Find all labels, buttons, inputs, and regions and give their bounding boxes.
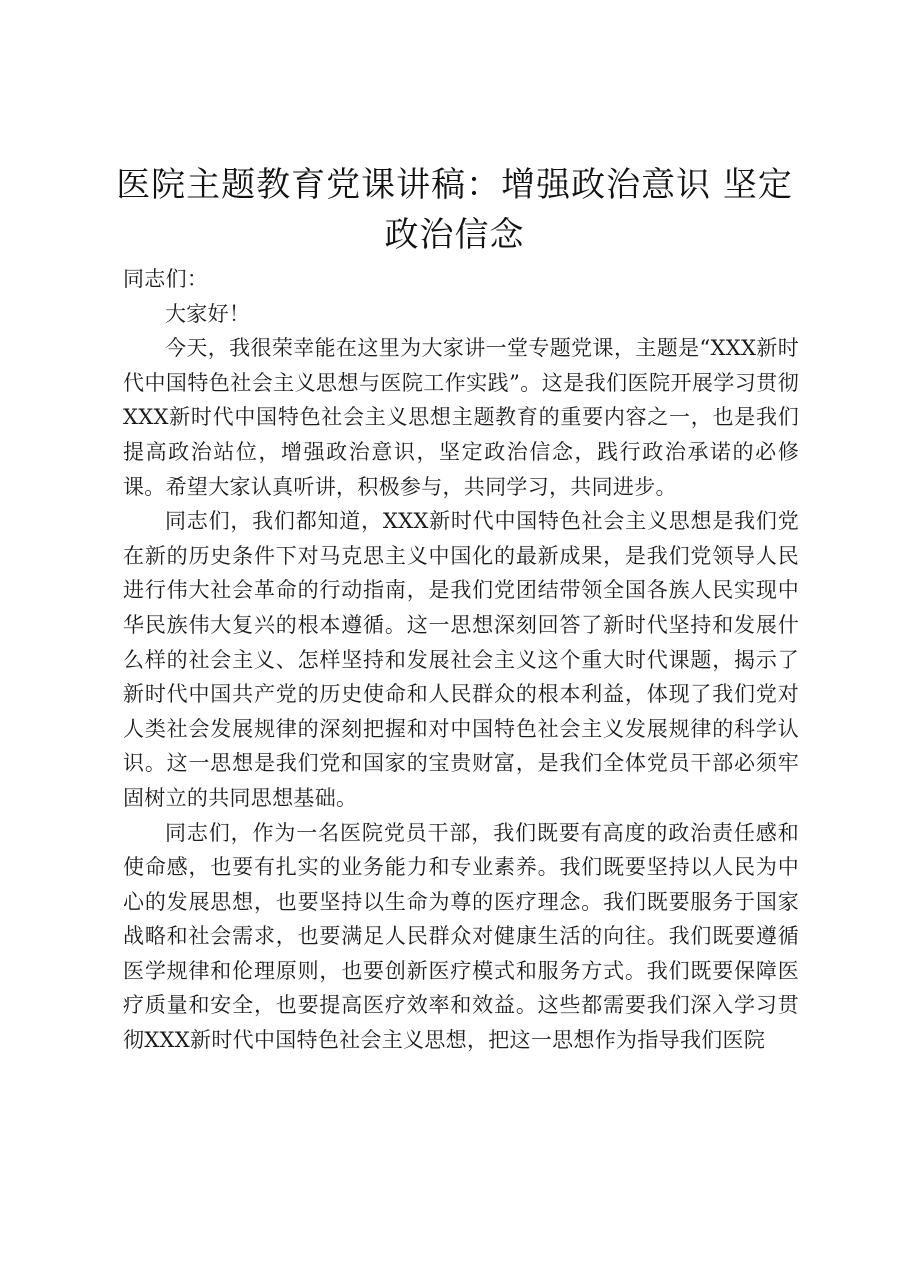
document-body xyxy=(123,262,799,1058)
greeting: 大家好！ xyxy=(165,301,251,326)
paragraph-3: 同志们，作为一名医院党员干部，我们既要有高度的政治责任感和使命感，也要有扎实的业务能力和专业素养。我们既要坚持以人民为中心的发展思想，也要坚持以生命为尊的医疗理念。我们既要服务于国家战略和社会需求，也要满足人民群众对健康生活的向往。我们既要遵循医学规律和伦理原则，也要创新医疗模式和服务方式。我们既要保障医疗质量和安全，也要提高医疗效率和效益。这些都需要我们深入学习贯彻XXX新时代中国特色社会主义思想，把这一思想作为指导我们医院 xyxy=(123,820,799,1053)
paragraph-1: 今天，我很荣幸能在这里为大家讲一堂专题党课，主题是“XXX新时代中国特色社会主义思想与医院工作实践”。这是我们医院开展学习贯彻XXX新时代中国特色社会主义思想主题教育的重要内容之一，也是我们提高政治站位，增强政治意识，坚定政治信念，践行政治承诺的必修课。希望大家认真听讲，积极参与，共同学习，共同进步。 xyxy=(123,336,799,499)
paragraph-2: 同志们，我们都知道，XXX新时代中国特色社会主义思想是我们党在新的历史条件下对马克思主义中国化的最新成果，是我们党领导人民进行伟大社会革命的行动指南，是我们党团结带领全国各族人民实现中华民族伟大复兴的根本遵循。这一思想深刻回答了新时代坚持和发展什么样的社会主义、怎样坚持和发展社会主义这个重大时代课题，揭示了新时代中国共产党的历史使命和人民群众的根本利益，体现了我们党对人类社会发展规律的深刻把握和对中国特色社会主义发展规律的科学认识。这一思想是我们党和国家的宝贵财富，是我们全体党员干部必须牢固树立的共同思想基础。 xyxy=(123,509,799,810)
document-title: 医院主题教育党课讲稿：增强政治意识 坚定政治信念 xyxy=(116,165,793,255)
salutation: 同志们： xyxy=(123,267,209,291)
